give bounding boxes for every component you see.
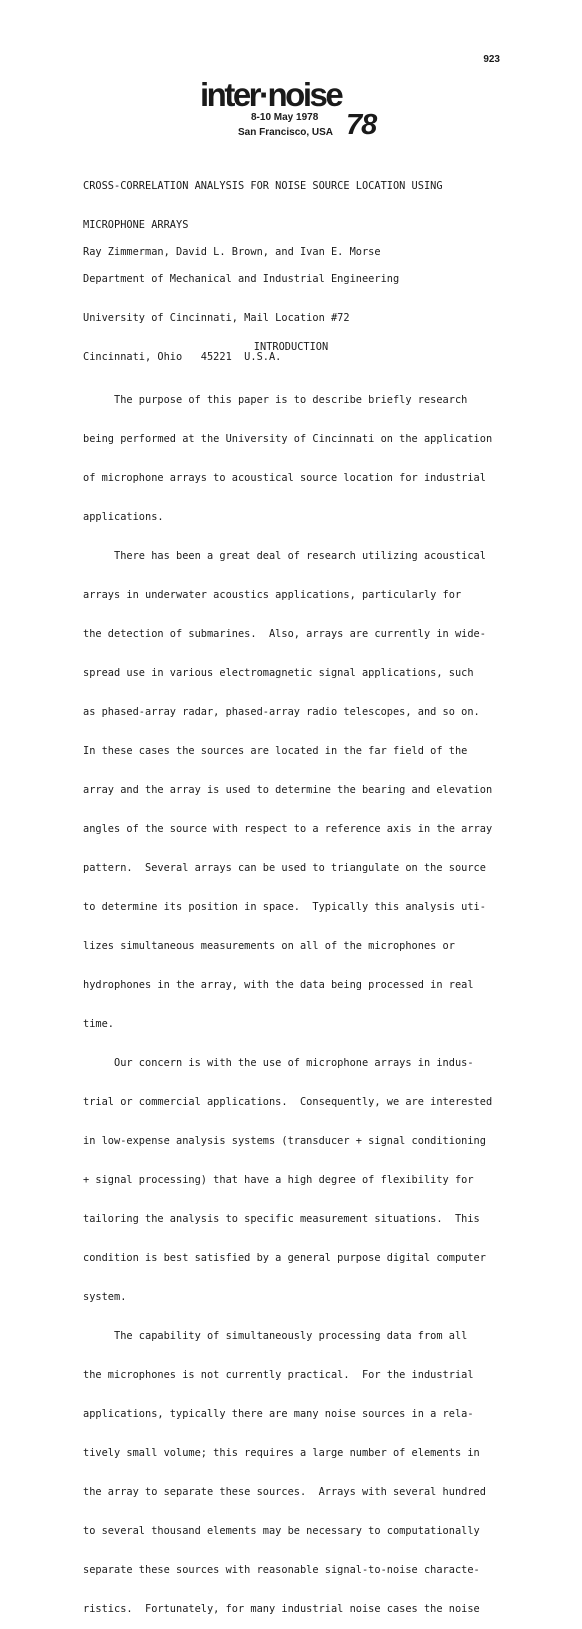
body-line: The capability of simultaneously processing data from all <box>83 1330 468 1342</box>
body-line: to several thousand elements may be necessary to computationally <box>83 1525 480 1537</box>
body-line: applications. <box>83 511 164 523</box>
body-line: spread use in various electromagnetic signal applications, such <box>83 667 474 679</box>
body-line: arrays in underwater acoustics applications, particularly for <box>83 589 462 601</box>
body-line: There has been a great deal of research utilizing acoustical <box>83 550 486 562</box>
body-line: applications, typically there are many noise sources in a rela- <box>83 1408 474 1420</box>
body-line: of microphone arrays to acoustical source location for industrial <box>83 472 486 484</box>
section-heading: INTRODUCTION <box>253 341 329 353</box>
affiliation-line: University of Cincinnati, Mail Location #72 <box>83 312 350 324</box>
logo-date: 8-10 May 1978 <box>251 112 319 123</box>
body-line: the detection of submarines. Also, arrays are currently in wide- <box>83 628 486 640</box>
body-line: condition is best satisfied by a general purpose digital computer <box>83 1252 486 1264</box>
body-line: as phased-array radar, phased-array radio telescopes, and so on. <box>83 706 480 718</box>
body-line: trial or commercial applications. Consequently, we are interested <box>83 1096 493 1108</box>
body-line: the array to separate these sources. Arrays with several hundred <box>83 1486 486 1498</box>
title-line: MICROPHONE ARRAYS <box>83 219 189 231</box>
body-line: The purpose of this paper is to describe briefly research <box>83 394 468 406</box>
body-line: to determine its position in space. Typically this analysis uti- <box>83 901 486 913</box>
body-line: + signal processing) that have a high degree of flexibility for <box>83 1174 474 1186</box>
body-line: tively small volume; this requires a large number of elements in <box>83 1447 480 1459</box>
page-number: 923 <box>483 54 500 65</box>
body-line: pattern. Several arrays can be used to triangulate on the source <box>83 862 486 874</box>
authors-line: Ray Zimmerman, David L. Brown, and Ivan E. Morse <box>83 246 381 258</box>
body-line: angles of the source with respect to a reference axis in the array <box>83 823 493 835</box>
body-line: Our concern is with the use of microphone arrays in indus- <box>83 1057 474 1069</box>
affiliation <box>83 247 503 377</box>
body-line: ristics. Fortunately, for many industrial noise cases the noise <box>83 1603 480 1615</box>
body-text <box>83 368 503 1629</box>
affiliation-line: Cincinnati, Ohio 45221 U.S.A. <box>83 351 282 363</box>
title-line: CROSS-CORRELATION ANALYSIS FOR NOISE SOURCE LOCATION USING <box>83 180 443 192</box>
logo-wordmark: inter·noise <box>200 76 342 113</box>
affiliation-line: Department of Mechanical and Industrial Engineering <box>83 273 400 285</box>
body-line: being performed at the University of Cincinnati on the application <box>83 433 493 445</box>
body-line: the microphones is not currently practical. For the industrial <box>83 1369 474 1381</box>
logo-place: San Francisco, USA <box>238 127 334 138</box>
body-line: lizes simultaneous measurements on all of the microphones or <box>83 940 455 952</box>
body-line: In these cases the sources are located in the far field of the <box>83 745 468 757</box>
body-line: array and the array is used to determine the bearing and elevation <box>83 784 493 796</box>
body-line: time. <box>83 1018 114 1030</box>
logo-year: 78 <box>346 109 377 141</box>
body-line: tailoring the analysis to specific measurement situations. This <box>83 1213 480 1225</box>
body-line: system. <box>83 1291 127 1303</box>
body-line: hydrophones in the array, with the data being processed in real <box>83 979 474 991</box>
body-line: separate these sources with reasonable signal-to-noise characte- <box>83 1564 480 1576</box>
conference-logo <box>200 78 382 140</box>
body-line: in low-expense analysis systems (transducer + signal conditioning <box>83 1135 486 1147</box>
